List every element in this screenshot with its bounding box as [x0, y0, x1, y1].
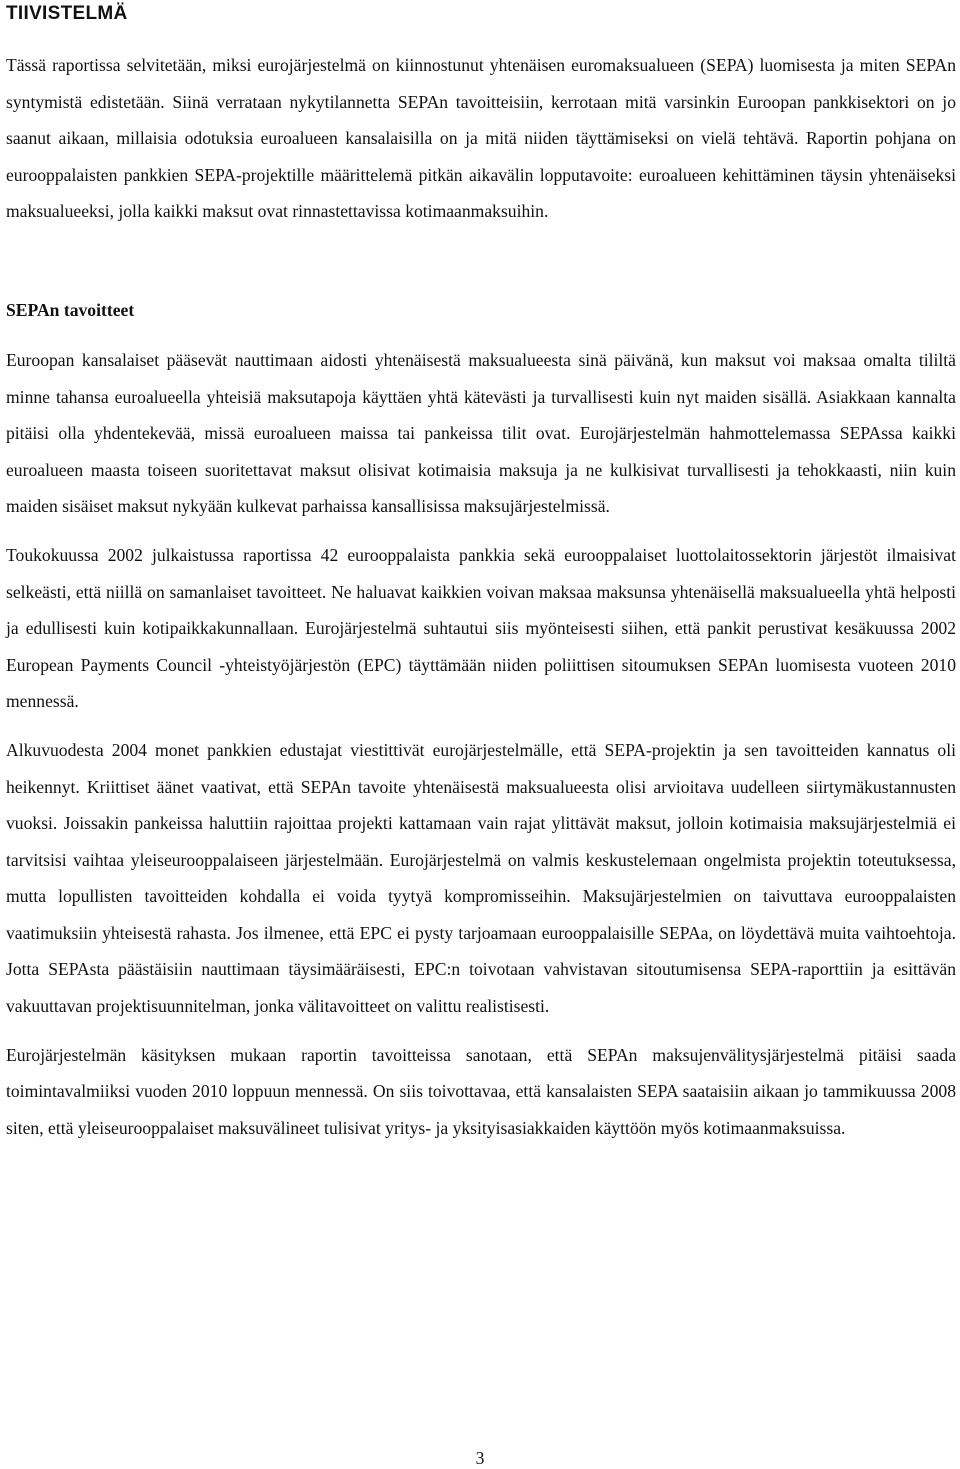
body-paragraph-4: Eurojärjestelmän käsityksen mukaan raportin tavoitteissa sanotaan, että SEPAn maksujenvälitysjärjestelmä pitäisi saada toimintavalmiiksi vuoden 2010 loppuun mennessä. On siis toivottavaa, että kansalaisten SEPA saataisiin aikaan jo tammikuussa 2008 siten, että yleiseurooppalaiset maksuvälineet tulisivat yritys- ja yksityisasiakkaiden käyttöön myös kotimaanmaksuissa. [6, 1044, 956, 1138]
page-title: TIIVISTELMÄ [6, 3, 128, 24]
summary-paragraph: Tässä raportissa selvitetään, miksi eurojärjestelmä on kiinnostunut yhtenäisen euromaksualueen (SEPA) luomisesta ja miten SEPAn syntymistä edistetään. Siinä verrataan nykytilannetta SEPAn tavoitteisiin, kerrotaan mitä varsinkin Euroopan pankkisektori on jo saanut aikaan, millaisia odotuksia euroalueen kansalaisilla on ja mitä niiden täyttämiseksi on vielä tehtävä. Raportin pohjana on eurooppalaisten pankkien SEPA-projektille määrittelemä pitkän aikavälin lopputavoite: euroalueen kehittäminen täysin yhtenäiseksi maksualueeksi, jolla kaikki maksut ovat rinnastettavissa kotimaanmaksuihin. [6, 55, 956, 222]
body-paragraph-3: Alkuvuodesta 2004 monet pankkien edustajat viestittivät eurojärjestelmälle, että SEPA-projektin ja sen tavoitteiden kannatus oli heikennyt. Kriittiset äänet vaativat, että SEPAn tavoite yhtenäisestä maksualueesta olisi arvioitava uudelleen siirtymäkustannusten vuoksi. Joissakin pankeissa haluttiin rajoittaa projekti kattamaan vain rajat ylittävät maksut, jolloin kotimaisia maksujärjestelmiä ei tarvitsisi vaihtaa yleiseurooppalaiseen järjestelmään. Eurojärjestelmä on valmis keskustelemaan ongelmista projektin toteutuksessa, mutta lopullisten tavoitteiden kohdalla ei voida tyytyä kompromisseihin. Maksujärjestelmien on taivuttava eurooppalaisten vaatimuksiin yhteisestä rahasta. Jos ilmenee, että EPC ei pysty tarjoamaan eurooppalaisille SEPAa, on löydettävä muita vaihtoehtoja. Jotta SEPAsta päästäisiin nauttimaan täysimääräisesti, EPC:n toivotaan vahvistavan sitoutumisensa SEPA-raporttiin ja esittävän vakuuttavan projektisuunnitelman, jonka välitavoitteet on valittu realistisesti. [6, 739, 956, 1017]
section-heading: SEPAn tavoitteet [6, 299, 135, 320]
document-page [6, 0, 956, 1146]
body-paragraph-1: Euroopan kansalaiset pääsevät nauttimaan aidosti yhtenäisestä maksualueesta sinä päivänä, kun maksut voi maksaa omalta tililtä minne tahansa euroalueella yhteisiä maksutapoja käyttäen yhtä kätevästi ja turvallisesti kuin nyt maiden sisällä. Asiakkaan kannalta pitäisi olla yhdentekevää, missä euroalueen maissa tai pankeissa tilit ovat. Eurojärjestelmän hahmottelemassa SEPAssa kaikki euroalueen maasta toiseen suoritettavat maksut olisivat kotimaisia maksuja ja ne kulkisivat turvallisesti ja tehokkaasti, niin kuin maiden sisäiset maksut nykyään kulkevat parhaissa kansallisissa maksujärjestelmissä. [6, 349, 956, 517]
page-number: 3 [475, 1448, 485, 1468]
body-paragraph-2: Toukokuussa 2002 julkaistussa raportissa 42 eurooppalaista pankkia sekä eurooppalaiset luottolaitossektorin järjestöt ilmaisivat selkeästi, että niillä on samanlaiset tavoitteet. Ne haluavat kaikkien voivan maksaa maksunsa yhtenäisellä maksualueella yhtä helposti ja edullisesti kuin kotipaikkakunnallaan. Eurojärjestelmä suhtautui siis myönteisesti siihen, että pankit perustivat kesäkuussa 2002 European Payments Council -yhteistyöjärjestön (EPC) täyttämään niiden poliittisen sitoumuksen SEPAn luomisesta vuoteen 2010 mennessä. [6, 544, 956, 712]
